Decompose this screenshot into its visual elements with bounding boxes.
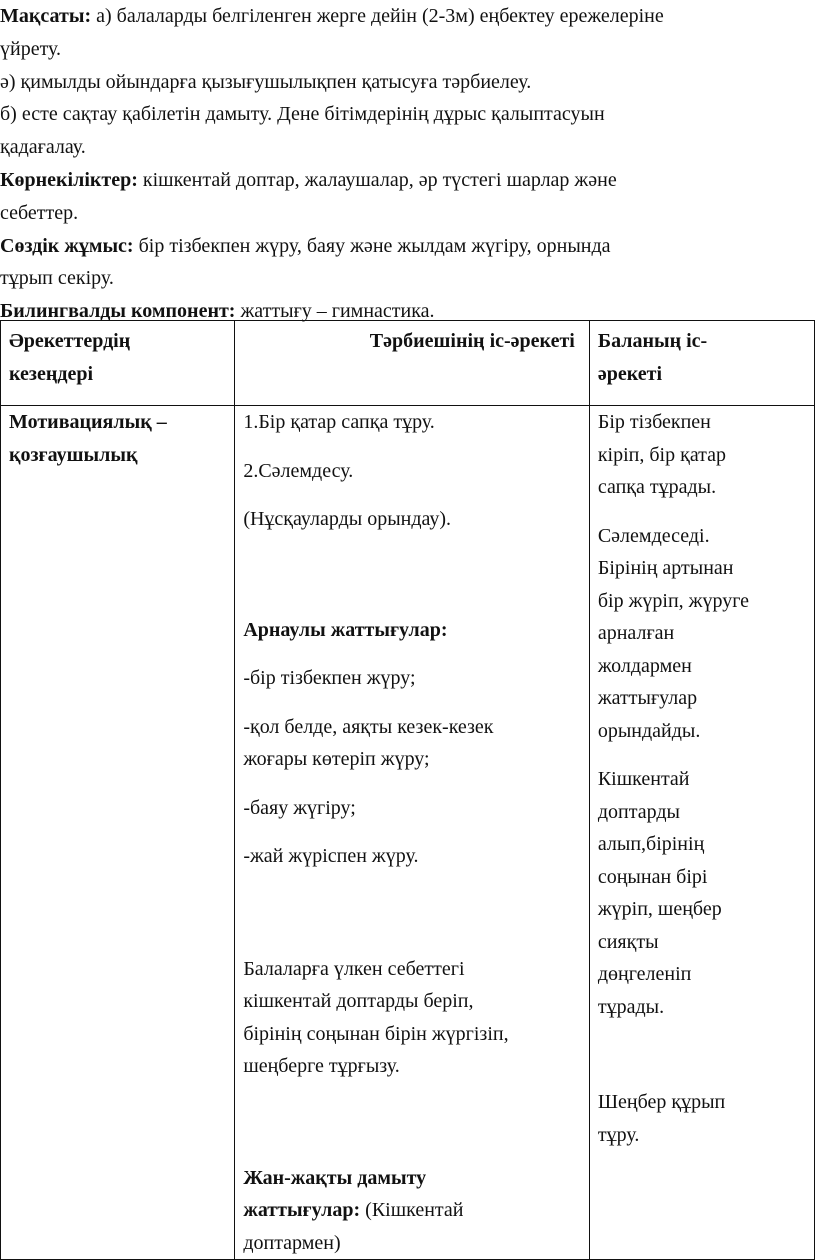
exercise-2 [243, 711, 581, 776]
goal-text-a: а) балаларды белгіленген жерге дейін (2-3м) еңбектеу ережелеріне [91, 5, 664, 27]
teacher-step-1: 1.Бір қатар сапқа тұру. [243, 411, 435, 433]
ball-instruction [243, 953, 581, 1083]
goal-line-b2: қадағалау. [0, 136, 86, 159]
exercise-2-line-2: жоғары көтеріп жүру; [243, 748, 430, 770]
table-row [1, 406, 815, 1260]
exercise-3: -баяу жүгіру; [243, 796, 356, 819]
child-action-1-line-2: кіріп, бір қатар [597, 443, 727, 466]
child-action-2-line-5: жолдармен [597, 654, 692, 677]
child-action-1 [598, 406, 806, 504]
stage-line-2: қозғаушылық [9, 443, 138, 466]
ball-instruction-line-4: шеңберге тұрғызу. [243, 1055, 400, 1077]
child-action-3 [598, 763, 806, 1023]
ball-instruction-line-2: кішкентай доптарды беріп, [243, 990, 474, 1012]
teacher-step-3: (Нұсқауларды орындау). [243, 508, 452, 530]
development-note-line-2: доптармен) [243, 1231, 341, 1254]
teacher-step-2: 2.Сәлемдесу. [243, 459, 354, 482]
goal-label: Мақсаты: [0, 5, 92, 27]
child-action-2-line-6: жаттығулар [597, 687, 698, 709]
table-header-row [1, 321, 815, 406]
child-action-1-line-3: сапқа тұрады. [597, 476, 717, 498]
ball-instruction-line-3: бірінің соңынан бірін жүргізіп, [243, 1022, 509, 1045]
child-action-3-line-1: Кішкентай [597, 768, 690, 790]
child-action-2 [598, 520, 806, 748]
child-action-2-line-7: орындайды. [597, 719, 701, 742]
visual-aids-label: Көрнекіліктер: [0, 168, 138, 191]
exercise-4: -жай жүріспен жүру. [243, 845, 419, 867]
goal-line-a2: ә) қимылды ойындарға қызығушылықпен қатысуға тәрбиелеу. [0, 70, 532, 93]
lesson-intro [0, 0, 816, 328]
vocabulary-line-1 [0, 230, 816, 263]
goal-line-1 [0, 0, 816, 33]
exercise-2-line-1: -қол белде, аяқты кезек-кезек [243, 715, 494, 738]
bilingual-text: жаттығу – гимнастика. [235, 300, 435, 323]
lesson-plan-table [0, 320, 815, 1260]
child-action-2-line-2: Бірінің артынан [597, 557, 734, 579]
child-action-4-line-1: Шеңбер құрып [597, 1091, 726, 1113]
visual-aids-line-2: себеттер. [0, 201, 79, 224]
special-exercises-title: Арнаулы жаттығулар: [243, 618, 448, 641]
child-action-3-line-7: дөңгеленіп [597, 963, 692, 985]
teacher-cell [235, 406, 590, 1260]
child-action-2-line-3: бір жүріп, жүруге [597, 589, 750, 612]
child-action-3-line-4: соңынан бірі [597, 865, 708, 888]
child-action-4 [598, 1086, 806, 1151]
development-note-line-1: (Кішкентай [360, 1199, 464, 1221]
development-exercises [243, 1162, 581, 1260]
header-child-line-2: әрекеті [597, 362, 663, 385]
visual-aids-text: кішкентай доптар, жалаушалар, әр түстегі шарлар және [137, 168, 617, 191]
goal-line-2: үйрету. [0, 37, 62, 60]
child-action-2-line-4: арналған [597, 622, 675, 644]
development-line-2 [243, 1194, 581, 1227]
child-action-3-line-5: жүріп, шеңбер [597, 898, 722, 920]
child-action-2-line-1: Сәлемдеседі. [597, 524, 710, 547]
development-title-line-1: Жан-жақты дамыту [243, 1166, 427, 1189]
ball-instruction-line-1: Балаларға үлкен себеттегі [243, 957, 465, 980]
vocabulary-label: Сөздік жұмыс: [0, 234, 134, 257]
header-stages-line-2: кезеңдері [9, 362, 94, 385]
visual-aids-line-1 [0, 164, 816, 197]
child-action-3-line-3: алып,бірінің [597, 833, 705, 855]
stage-cell [1, 406, 235, 1260]
child-cell [589, 406, 814, 1260]
child-action-1-line-1: Бір тізбекпен [597, 411, 711, 433]
child-action-3-line-6: сияқты [597, 930, 659, 953]
goal-line-b1: б) есте сақтау қабілетін дамыту. Дене бітімдерінің дұрыс қалыптасуын [0, 103, 605, 126]
header-stages-line-1: Әрекеттердің [9, 330, 131, 352]
vocabulary-text: бір тізбекпен жүру, баяу және жылдам жүгіру, орнында [133, 234, 611, 257]
child-action-3-line-8: тұрады. [597, 995, 665, 1018]
vocabulary-line-2: тұрып секіру. [0, 267, 114, 290]
header-child [589, 321, 814, 406]
child-action-3-line-2: доптарды [597, 800, 680, 823]
header-child-line-1: Баланың іс- [597, 330, 708, 352]
bilingual-label: Билингвалды компонент: [0, 300, 236, 323]
child-action-4-line-2: тұру. [597, 1123, 640, 1146]
header-stages [1, 321, 235, 406]
development-title-line-2: жаттығулар: [243, 1199, 361, 1221]
stage-line-1: Мотивациялық – [9, 411, 167, 433]
exercise-1: -бір тізбекпен жүру; [243, 667, 416, 689]
header-teacher: Тәрбиешінің іс-әрекеті [235, 321, 590, 406]
